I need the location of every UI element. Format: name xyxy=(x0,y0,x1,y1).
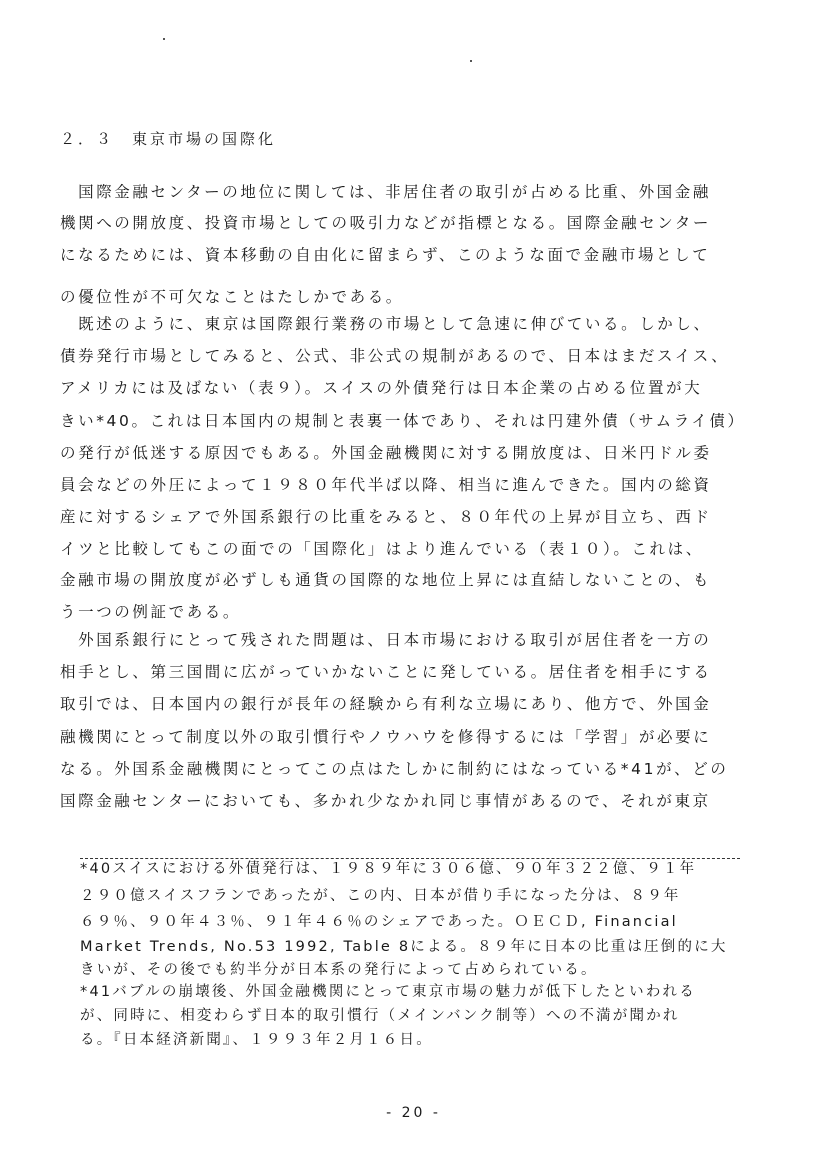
body-line: イツと比較してもこの面での「国際化」はより進んでいる（表１０）。これは、 xyxy=(60,540,704,558)
footnote-line: る。『日本経済新聞』、１９９３年２月１６日。 xyxy=(80,1032,433,1048)
scan-speck xyxy=(470,60,472,62)
body-line: 債券発行市場としてみると、公式、非公式の規制があるので、日本はまだスイス、 xyxy=(60,347,730,365)
body-line: の発行が低迷する原因でもある。外国金融機関に対する開放度は、日米円ドル委 xyxy=(60,444,712,462)
body-line: 機関への開放度、投資市場としての吸引力などが指標となる。国際金融センター xyxy=(60,214,711,232)
body-line: 国際金融センターの地位に関しては、非居住者の取引が占める比重、外国金融 xyxy=(60,183,711,201)
body-line: になるためには、資本移動の自由化に留まらず、このような面で金融市場として xyxy=(60,246,711,264)
body-line: う一つの例証である。 xyxy=(60,603,242,621)
footnote-line: Market Trends, No.53 1992, Table 8による。８９年に日本の比重は圧倒的に大 xyxy=(80,939,728,955)
footnote-line: きいが、その後でも約半分が日本系の発行によって占められている。 xyxy=(80,962,598,978)
body-line: 員会などの外圧によって１９８０年代半ば以降、相当に進んできた。国内の総資 xyxy=(60,476,712,494)
footnote-line: が、同時に、相変わらず日本的取引慣行（メインバンク制等）への不満が聞かれ xyxy=(80,1008,680,1024)
body-line: の優位性が不可欠なことはたしかである。 xyxy=(60,288,404,306)
body-line: 外国系銀行にとって残された問題は、日本市場における取引が居住者を一方の xyxy=(60,631,712,649)
body-line: きい*40。これは日本国内の規制と表裏一体であり、それは円建外債（サムライ債） xyxy=(60,412,746,430)
footnote-line: ６９％、９０年４３％、９１年４６％のシェアであった。ＯＥＣＤ, Financial xyxy=(80,914,678,930)
footnote-line: *40スイスにおける外債発行は、１９８９年に３０６億、９０年３２２億、９１年 xyxy=(80,861,697,877)
body-line: 産に対するシェアで外国系銀行の比重をみると、８０年代の上昇が目立ち、西ド xyxy=(60,508,712,526)
page-number: - 20 - xyxy=(386,1105,441,1121)
body-line: 国際金融センターにおいても、多かれ少なかれ同じ事情があるので、それが東京 xyxy=(60,792,711,810)
body-line: アメリカには及ばない（表９）。スイスの外債発行は日本企業の占める位置が大 xyxy=(60,379,703,397)
body-line: 融機関にとって制度以外の取引慣行やノウハウを修得するには「学習」が必要に xyxy=(60,728,712,746)
footnote-line: ２９０億スイスフランであったが、この内、日本が借り手になった分は、８９年 xyxy=(80,888,681,904)
section-title: ２．３ 東京市場の国際化 xyxy=(60,130,277,148)
scan-speck xyxy=(163,38,165,40)
footnote-line: *41バブルの崩壊後、外国金融機関にとって東京市場の魅力が低下したといわれる xyxy=(80,984,696,1000)
body-line: 相手とし、第三国間に広がっていかないことに発している。居住者を相手にする xyxy=(60,663,712,681)
body-line: 既述のように、東京は国際銀行業務の市場として急速に伸びている。しかし、 xyxy=(60,315,712,333)
body-line: 取引では、日本国内の銀行が長年の経験から有利な立場にあり、他方で、外国金 xyxy=(60,695,712,713)
body-line: なる。外国系金融機関にとってこの点はたしかに制約にはなっている*41が、どの xyxy=(60,760,729,778)
body-line: 金融市場の開放度が必ずしも通貨の国際的な地位上昇には直結しないことの、も xyxy=(60,571,711,589)
